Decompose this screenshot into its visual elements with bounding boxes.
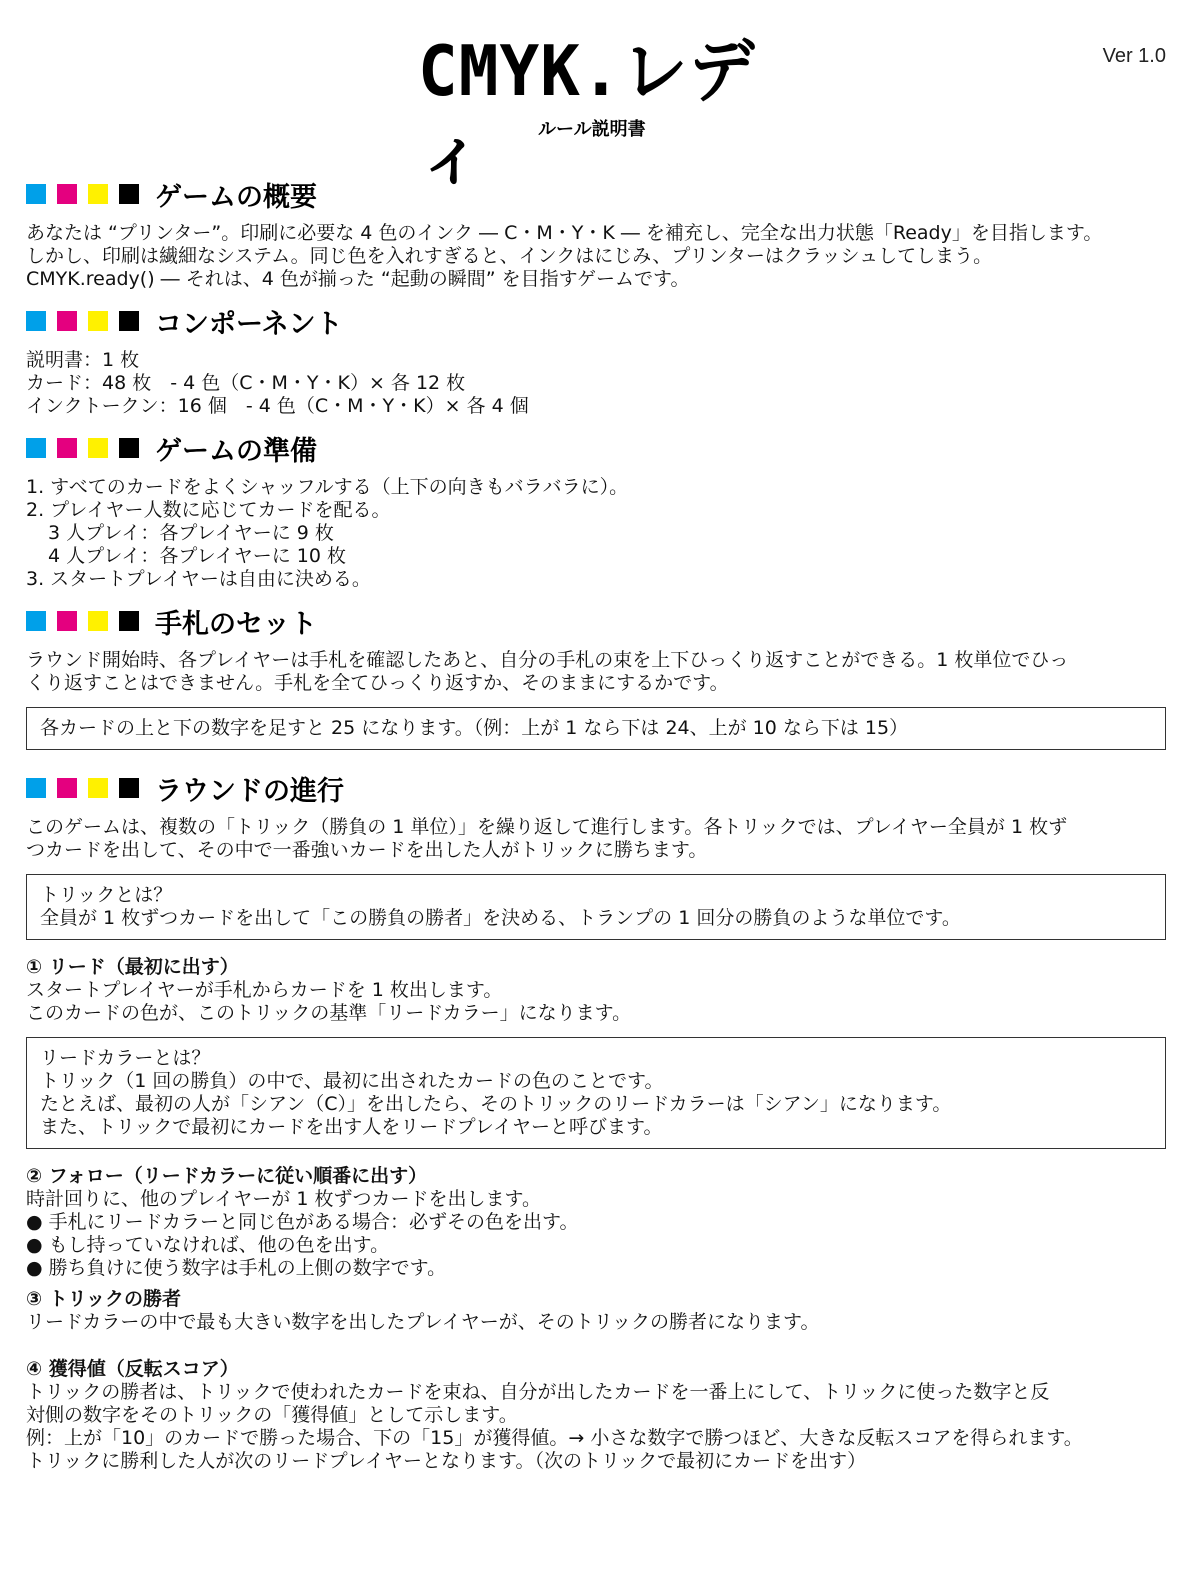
list-item: 2. プレイヤー人数に応じてカードを配る。 — [26, 499, 391, 521]
text-line: このカードの色が、このトリックの基準「リードカラー」になります。 — [26, 1002, 632, 1024]
list-item: 説明書：1 枚 — [26, 349, 140, 371]
content — [26, 168, 1166, 1481]
text-line: くり返すことはできません。手札を全てひっくり返すか、そのままにするかです。 — [26, 672, 729, 694]
box-text: たとえば、最初の人が「シアン（C）」を出したら、そのトリックのリードカラーは「シアン」になります。 — [40, 1093, 952, 1115]
bullet-item: ● 勝ち負けに使う数字は手札の上側の数字です。 — [26, 1257, 447, 1279]
note-text: 各カードの上と下の数字を足すと 25 になります。（例：上が 1 なら下は 24、上が 10 なら下は 15） — [40, 717, 909, 739]
overview-text — [26, 222, 1166, 291]
card-sum-note-box — [26, 707, 1166, 750]
bullet-item: ● 手札にリードカラーと同じ色がある場合：必ずその色を出す。 — [26, 1211, 579, 1233]
black-square-icon — [119, 311, 139, 331]
section-heading-setup — [26, 426, 1166, 470]
magenta-square-icon — [57, 311, 77, 331]
list-item: 4 人プレイ：各プレイヤーに 10 枚 — [48, 545, 346, 567]
step-heading: ④ 獲得値（反転スコア） — [26, 1358, 239, 1380]
section-title: ゲームの概要 — [155, 181, 317, 213]
setup-steps — [26, 476, 1166, 591]
text-line: つカードを出して、その中で一番強いカードを出した人がトリックに勝ちます。 — [26, 839, 708, 861]
version-label: Ver 1.0 — [1102, 45, 1166, 67]
list-item: カード：48 枚 - 4 色（C・M・Y・K）× 各 12 枚 — [26, 372, 466, 394]
cyan-square-icon — [26, 611, 46, 631]
rulebook-subtitle: ルール説明書 — [538, 119, 646, 140]
section-title: ラウンドの進行 — [155, 775, 344, 807]
hand-text — [26, 649, 1166, 695]
black-square-icon — [119, 438, 139, 458]
section-title: コンポーネント — [155, 308, 343, 340]
text-line: 例：上が「10」のカードで勝った場合、下の「15」が獲得値。→ 小さな数字で勝つほど、大きな反転スコアを得られます。 — [26, 1427, 1083, 1449]
cyan-square-icon — [26, 184, 46, 204]
section-heading-round — [26, 766, 1166, 810]
yellow-square-icon — [88, 184, 108, 204]
text-line: しかし、印刷は繊細なシステム。同じ色を入れすぎると、インクはにじみ、プリンターはクラッシュしてしまう。 — [26, 245, 993, 267]
box-text: 全員が 1 枚ずつカードを出して「この勝負の勝者」を決める、トランプの 1 回分の勝負のような単位です。 — [40, 907, 961, 929]
round-text — [26, 816, 1166, 862]
magenta-square-icon — [57, 438, 77, 458]
step-heading: ① リード（最初に出す） — [26, 956, 239, 978]
lead-color-definition-box — [26, 1037, 1166, 1149]
yellow-square-icon — [88, 438, 108, 458]
yellow-square-icon — [88, 778, 108, 798]
follow-step — [26, 1165, 1166, 1280]
magenta-square-icon — [57, 184, 77, 204]
trick-definition-box — [26, 874, 1166, 940]
section-title: 手札のセット — [155, 608, 317, 640]
game-logo: CMYK.レディ — [418, 31, 756, 196]
components-list — [26, 349, 1166, 418]
box-text: トリック（1 回の勝負）の中で、最初に出されたカードの色のことです。 — [40, 1070, 664, 1092]
bullet-item: ● もし持っていなければ、他の色を出す。 — [26, 1234, 390, 1256]
yellow-square-icon — [88, 311, 108, 331]
box-title: トリックとは？ — [40, 884, 173, 906]
score-step — [26, 1358, 1166, 1473]
black-square-icon — [119, 611, 139, 631]
step-heading: ③ トリックの勝者 — [26, 1288, 181, 1310]
text-line: ラウンド開始時、各プレイヤーは手札を確認したあと、自分の手札の束を上下ひっくり返すことができる。1 枚単位でひっ — [26, 649, 1069, 671]
list-item: 3 人プレイ：各プレイヤーに 9 枚 — [48, 522, 334, 544]
yellow-square-icon — [88, 611, 108, 631]
list-item: 3. スタートプレイヤーは自由に決める。 — [26, 568, 371, 590]
box-text: また、トリックで最初にカードを出す人をリードプレイヤーと呼びます。 — [40, 1116, 663, 1138]
cyan-square-icon — [26, 778, 46, 798]
cyan-square-icon — [26, 438, 46, 458]
text-line: CMYK.ready() ― それは、4 色が揃った “起動の瞬間” を目指すゲームです。 — [26, 268, 690, 290]
text-line: このゲームは、複数の「トリック（勝負の 1 単位）」を繰り返して進行します。各トリックでは、プレイヤー全員が 1 枚ず — [26, 816, 1068, 838]
text-line: 対側の数字をそのトリックの「獲得値」として示します。 — [26, 1404, 518, 1426]
box-title: リードカラーとは？ — [40, 1047, 211, 1069]
text-line: あなたは “プリンター”。印刷に必要な 4 色のインク ― C・M・Y・K ― を補充し、完全な出力状態「Ready」を目指します。 — [26, 222, 1103, 244]
section-heading-overview — [26, 172, 1166, 216]
magenta-square-icon — [57, 611, 77, 631]
list-item: インクトークン：16 個 - 4 色（C・M・Y・K）× 各 4 個 — [26, 395, 529, 417]
text-line: トリックに勝利した人が次のリードプレイヤーとなります。（次のトリックで最初にカードを出す） — [26, 1450, 867, 1472]
header — [26, 0, 1166, 196]
text-line: スタートプレイヤーが手札からカードを 1 枚出します。 — [26, 979, 503, 1001]
magenta-square-icon — [57, 778, 77, 798]
step-heading: ② フォロー（リードカラーに従い順番に出す） — [26, 1165, 428, 1187]
cyan-square-icon — [26, 311, 46, 331]
section-heading-components — [26, 299, 1166, 343]
text-line: リードカラーの中で最も大きい数字を出したプレイヤーが、そのトリックの勝者になります。 — [26, 1311, 820, 1333]
text-line: 時計回りに、他のプレイヤーが 1 枚ずつカードを出します。 — [26, 1188, 541, 1210]
text-line: トリックの勝者は、トリックで使われたカードを束ね、自分が出したカードを一番上にして、トリックに使った数字と反 — [26, 1381, 1050, 1403]
list-item: 1. すべてのカードをよくシャッフルする（上下の向きもバラバラに）。 — [26, 476, 629, 498]
section-title: ゲームの準備 — [155, 435, 317, 467]
black-square-icon — [119, 778, 139, 798]
black-square-icon — [119, 184, 139, 204]
winner-step — [26, 1288, 1166, 1334]
lead-step — [26, 956, 1166, 1025]
section-heading-hand — [26, 599, 1166, 643]
